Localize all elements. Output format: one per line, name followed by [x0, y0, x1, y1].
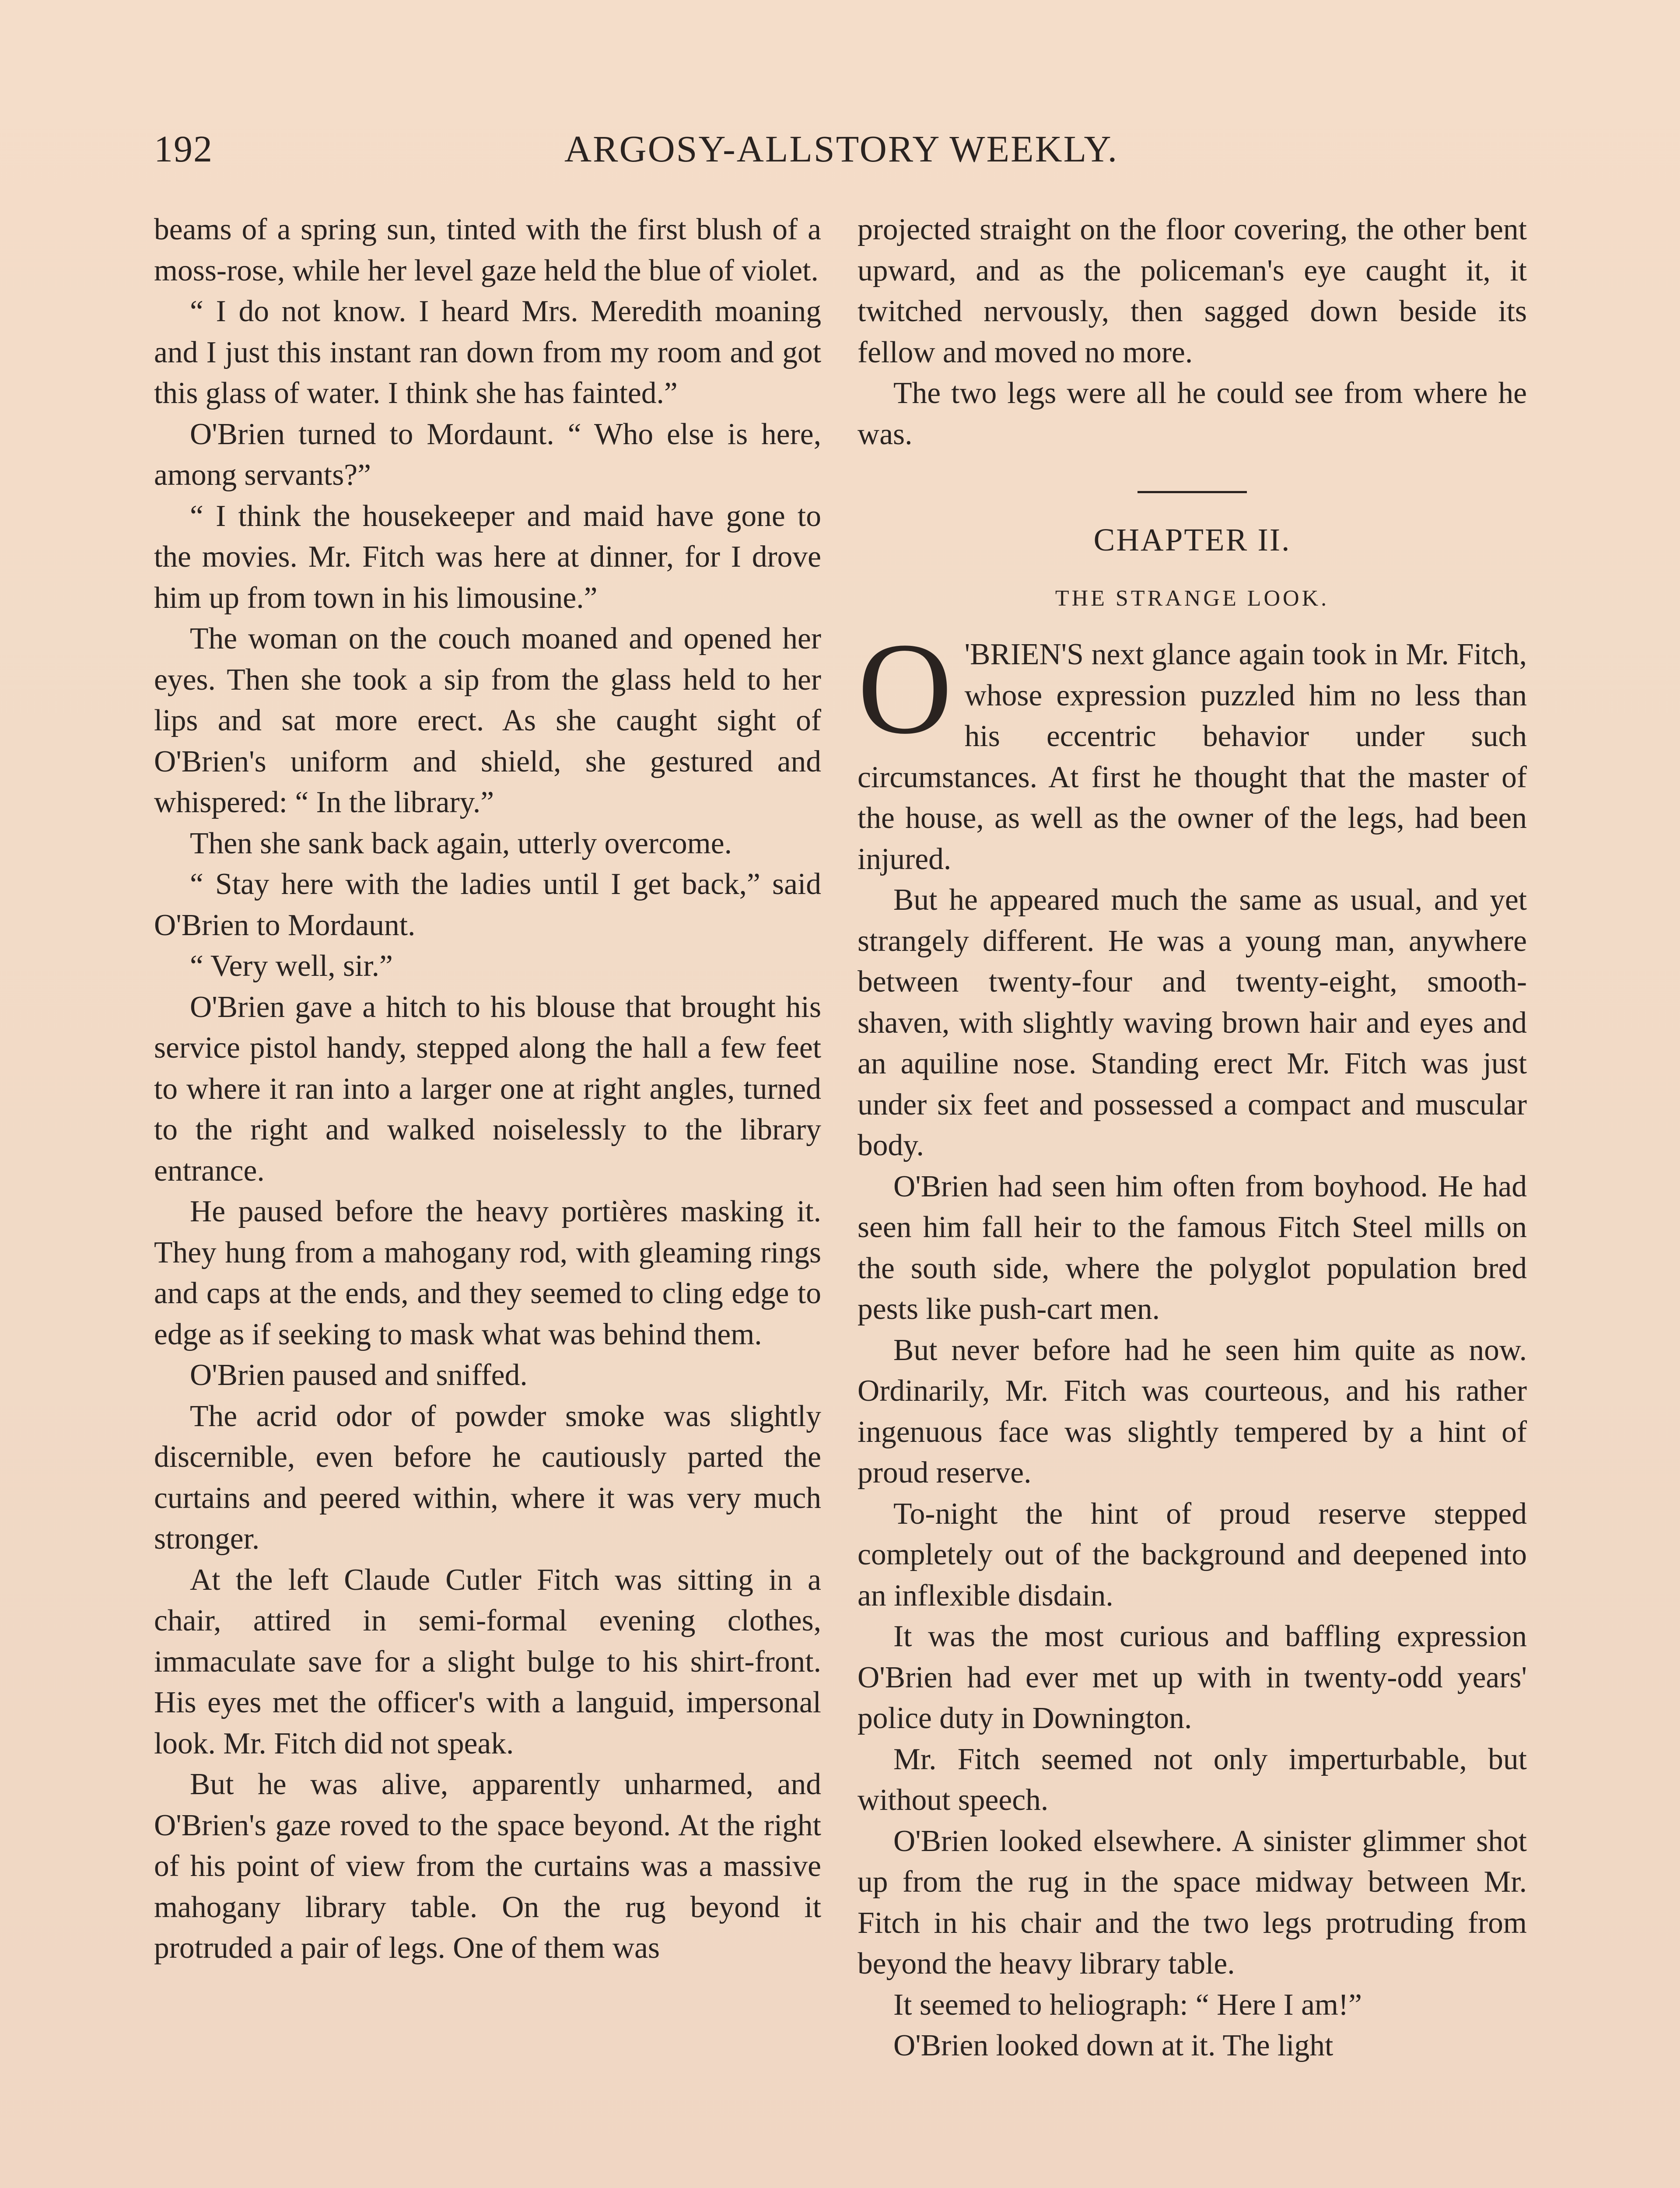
paragraph: “ I think the housekeeper and maid have gone to the movies. Mr. Fitch was here at dinner, for I drove him up from town in his limousine.”	[154, 499, 821, 615]
paragraph: “ Very well, sir.”	[190, 949, 393, 983]
paragraph: The woman on the couch moaned and opened her eyes. Then she took a sip from the glass held to her lips and sat more erect. As she caught sight of O'Brien's uniform and shield, she gestured and whispered: “ In the library.”	[154, 622, 821, 819]
chapter-opening-paragraph	[858, 616, 1527, 880]
paragraph: O'Brien looked down at it. The light	[893, 2029, 1334, 2062]
chapter-subtitle: THE STRANGE LOOK.	[1055, 586, 1330, 611]
paragraph: O'Brien gave a hitch to his blouse that brought his service pistol handy, stepped along the hall a few feet to where it ran into a larger one at right angles, turned to the right and walked noiselessly to the library entrance.	[154, 990, 821, 1188]
paragraph: But he was alive, apparently unharmed, and O'Brien's gaze roved to the space beyond. At the right of his point of view from the curtains was a massive mahogany library table. On the rug beyond it protruded a pair of legs. One of them was	[154, 1767, 821, 1965]
paragraph: To-night the hint of proud reserve stepped completely out of the background and deepened into an inflexible disdain.	[858, 1497, 1527, 1613]
left-column	[154, 209, 821, 1969]
right-column	[858, 209, 1527, 2066]
paragraph: O'Brien looked elsewhere. A sinister glimmer shot up from the rug in the space midway between Mr. Fitch in his chair and the two legs protruding from beyond the heavy library table.	[858, 1824, 1527, 1981]
paragraph: Mr. Fitch seemed not only imperturbable, but without speech.	[858, 1742, 1527, 1817]
paragraph: “ I do not know. I heard Mrs. Meredith moaning and I just this instant ran down from my room and got this glass of water. I think she has fainted.”	[154, 295, 821, 410]
paragraph: O'Brien had seen him often from boyhood. He had seen him fall heir to the famous Fitch Steel mills on the south side, where the polyglot population bred pests like push-cart men.	[858, 1169, 1527, 1326]
paragraph: He paused before the heavy portières masking it. They hung from a mahogany rod, with gleaming rings and caps at the ends, and they seemed to cling edge to edge as if seeking to mask what was behind them.	[154, 1195, 821, 1351]
paragraph: projected straight on the floor covering, the other bent upward, and as the policeman's eye caught it, it twitched nervously, then sagged down beside its fellow and moved no more.	[858, 213, 1527, 369]
page-header	[154, 127, 1122, 175]
paragraph: The acrid odor of powder smoke was slightly discernible, even before he cautiously parted the curtains and peered within, where it was very much stronger.	[154, 1399, 821, 1556]
paragraph: But he appeared much the same as usual, and yet strangely different. He was a young man, anywhere between twenty-four and twenty-eight, smooth-shaven, with slightly waving brown hair and eyes and an aquiline nose. Standing erect Mr. Fitch was just under six feet and possessed a compact and muscular body.	[858, 883, 1527, 1162]
paragraph: Then she sank back again, utterly overcome.	[190, 826, 732, 860]
paragraph: It was the most curious and baffling expression O'Brien had ever met up with in twenty-odd years' police duty in Downington.	[858, 1620, 1527, 1735]
chapter-opening-text: 'BRIEN'S next glance again took in Mr. Fitch, whose expression puzzled him no less than his eccentric behavior under such circumstances. At first he thought that the master of the house, as well as the owner of the legs, had been injured.	[858, 638, 1527, 876]
paragraph: O'Brien paused and sniffed.	[190, 1358, 528, 1392]
paragraph: beams of a spring sun, tinted with the first blush of a moss-rose, while her level gaze held the blue of violet.	[154, 213, 821, 288]
drop-cap: O	[858, 616, 952, 761]
page-number: 192	[154, 128, 213, 170]
paragraph: It seemed to heliograph: “ Here I am!”	[893, 1988, 1362, 2022]
chapter-title: CHAPTER II.	[1093, 522, 1291, 558]
section-divider	[1138, 491, 1247, 493]
paragraph: At the left Claude Cutler Fitch was sitting in a chair, attired in semi-formal evening clothes, immaculate save for a slight bulge to his shirt-front. His eyes met the officer's with a languid, impersonal look. Mr. Fitch did not speak.	[154, 1563, 821, 1760]
paragraph: The two legs were all he could see from where he was.	[858, 376, 1527, 451]
paragraph: “ Stay here with the ladies until I get back,” said O'Brien to Mordaunt.	[154, 867, 821, 942]
paragraph: But never before had he seen him quite as now. Ordinarily, Mr. Fitch was courteous, and his rather ingenuous face was slightly tempered by a hint of proud reserve.	[858, 1333, 1527, 1490]
running-head: ARGOSY-ALLSTORY WEEKLY.	[564, 128, 1119, 170]
paragraph: O'Brien turned to Mordaunt. “ Who else is here, among servants?”	[154, 417, 821, 492]
